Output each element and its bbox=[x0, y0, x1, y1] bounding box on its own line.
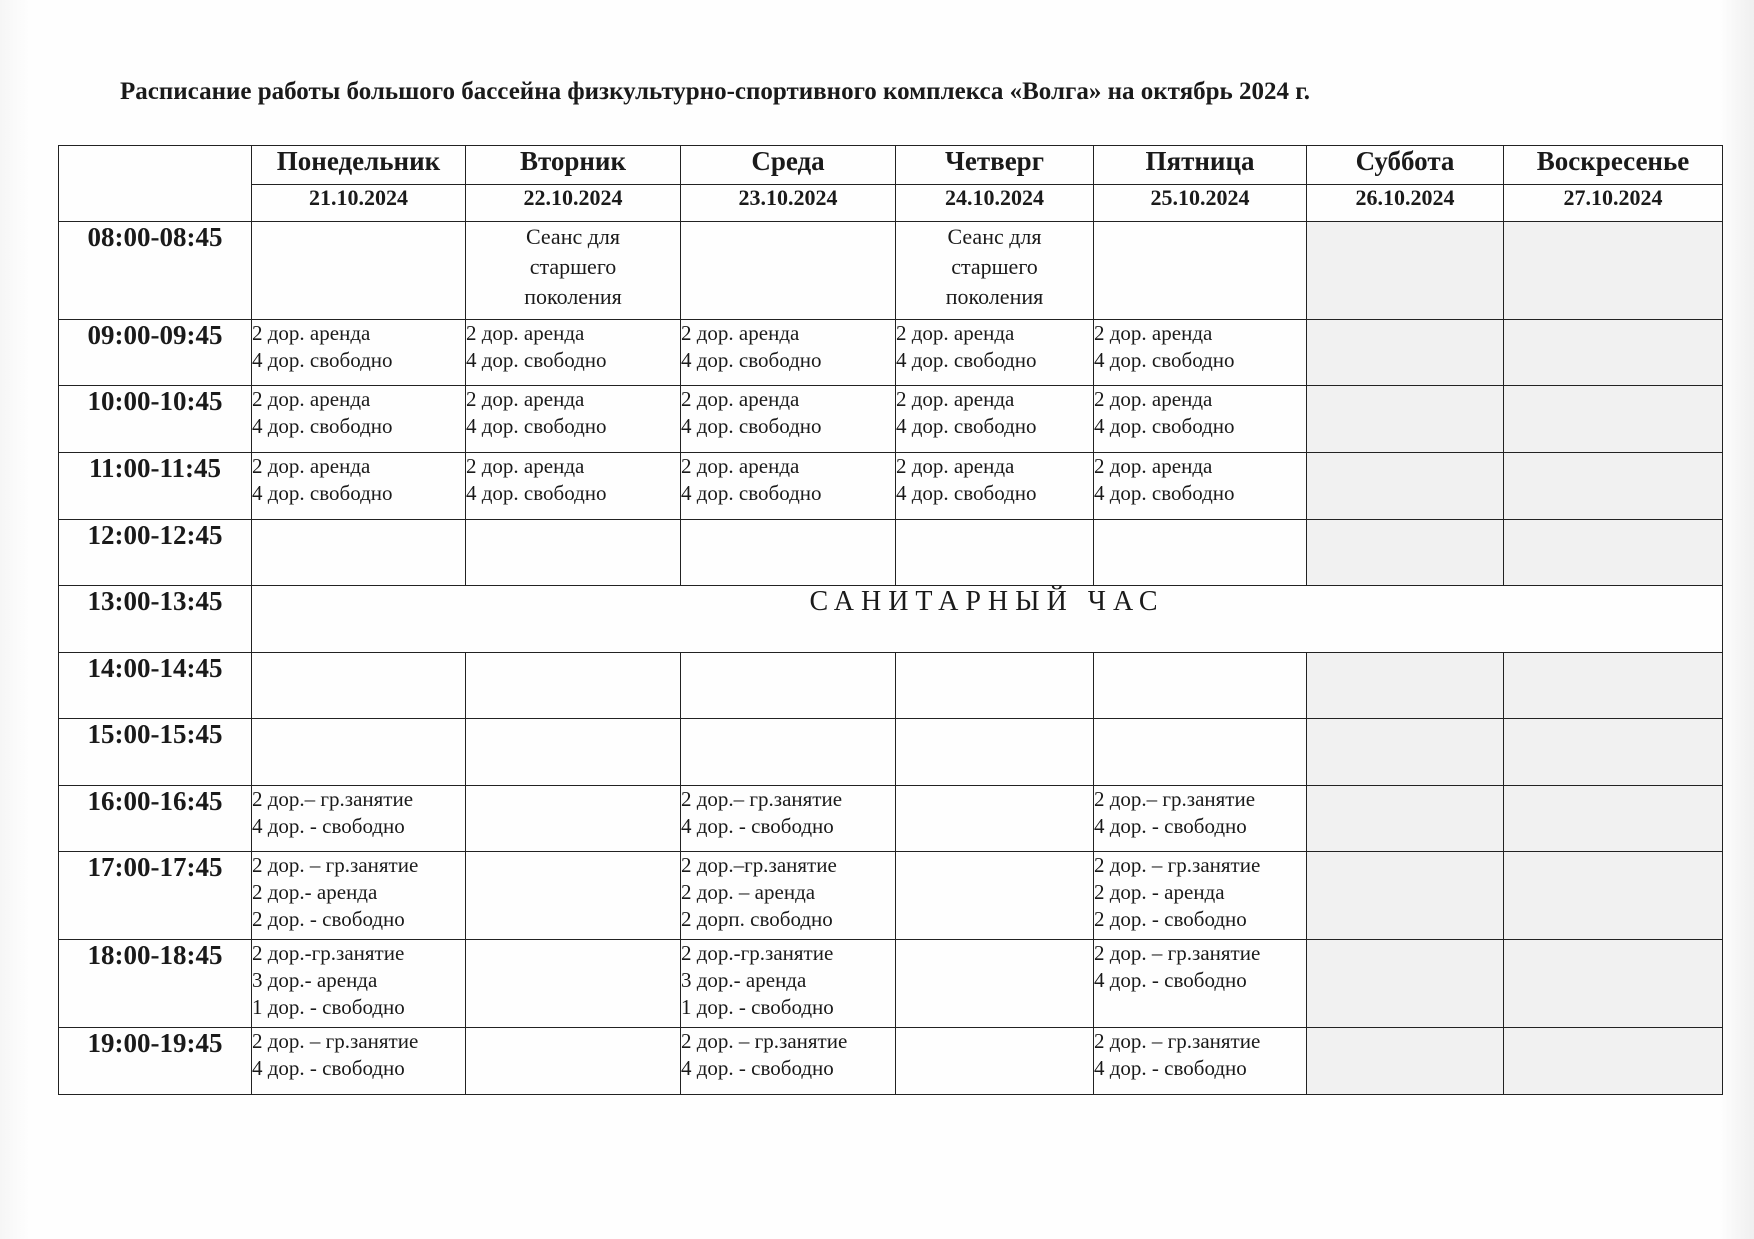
empty-schedule-cell bbox=[1307, 222, 1504, 320]
empty-schedule-cell bbox=[1094, 222, 1307, 320]
cell-line: 2 дор.– гр.занятие bbox=[681, 786, 843, 811]
empty-schedule-cell bbox=[1504, 452, 1723, 519]
schedule-cell bbox=[681, 452, 896, 519]
empty-schedule-cell bbox=[1094, 719, 1307, 786]
cell-line: поколения bbox=[524, 284, 622, 310]
schedule-row bbox=[59, 319, 1723, 386]
schedule-row bbox=[59, 1028, 1723, 1095]
header-row-dates bbox=[59, 184, 1723, 222]
time-slot-label: 10:00-10:45 bbox=[59, 386, 252, 453]
cell-line: Сеанс для bbox=[947, 224, 1042, 250]
cell-line: 2 дор.-гр.занятие bbox=[681, 941, 834, 966]
cell-line: 2 дор. аренда bbox=[466, 387, 585, 412]
cell-line: 2 дор.- аренда bbox=[252, 880, 378, 905]
cell-line: 2 дор. аренда bbox=[1094, 453, 1213, 478]
cell-line: 4 дор. свободно bbox=[681, 414, 822, 439]
schedule-row bbox=[59, 452, 1723, 519]
time-slot-label: 13:00-13:45 bbox=[59, 586, 252, 653]
cell-line: 1 дор. - свободно bbox=[252, 995, 405, 1020]
cell-line: 4 дор. свободно bbox=[252, 414, 393, 439]
cell-line: 4 дор. - свободно bbox=[252, 813, 405, 838]
cell-line: 2 дор.–гр.занятие bbox=[681, 853, 837, 878]
empty-schedule-cell bbox=[1307, 319, 1504, 386]
day-name-header: Понедельник bbox=[252, 146, 466, 185]
cell-line: 2 дор. аренда bbox=[466, 320, 585, 345]
cell-line: 1 дор. - свободно bbox=[681, 995, 834, 1020]
empty-schedule-cell bbox=[1307, 785, 1504, 852]
time-slot-label: 18:00-18:45 bbox=[59, 940, 252, 1028]
cell-line: 4 дор. - свободно bbox=[681, 1056, 834, 1081]
schedule-cell bbox=[466, 222, 681, 320]
day-date-header: 24.10.2024 bbox=[896, 184, 1094, 222]
schedule-cell bbox=[681, 386, 896, 453]
empty-schedule-cell bbox=[681, 222, 896, 320]
empty-schedule-cell bbox=[1504, 852, 1723, 940]
cell-line: 2 дор. – аренда bbox=[681, 880, 816, 905]
schedule-cell bbox=[896, 452, 1094, 519]
empty-schedule-cell bbox=[1307, 452, 1504, 519]
cell-line: 4 дор. - свободно bbox=[681, 813, 834, 838]
empty-schedule-cell bbox=[681, 652, 896, 719]
empty-schedule-cell bbox=[466, 519, 681, 586]
cell-line: 2 дор. аренда bbox=[252, 320, 371, 345]
empty-schedule-cell bbox=[252, 652, 466, 719]
empty-schedule-cell bbox=[1307, 940, 1504, 1028]
schedule-cell bbox=[466, 452, 681, 519]
cell-line: 4 дор. свободно bbox=[681, 347, 822, 372]
cell-line: 2 дор. – гр.занятие bbox=[1094, 1029, 1261, 1054]
empty-schedule-cell bbox=[896, 1028, 1094, 1095]
schedule-cell bbox=[896, 319, 1094, 386]
empty-schedule-cell bbox=[466, 719, 681, 786]
empty-schedule-cell bbox=[252, 519, 466, 586]
day-date-header: 22.10.2024 bbox=[466, 184, 681, 222]
cell-line: 2 дор. – гр.занятие bbox=[252, 853, 419, 878]
document-title: Расписание работы большого бассейна физкультурно-спортивного комплекса «Волга» на октябрь 2024 г. bbox=[120, 78, 1311, 105]
empty-schedule-cell bbox=[1307, 519, 1504, 586]
sanitary-hour-cell: САНИТАРНЫЙ ЧАС bbox=[252, 586, 1723, 653]
schedule-cell bbox=[252, 940, 466, 1028]
cell-line: 4 дор. свободно bbox=[896, 480, 1037, 505]
empty-schedule-cell bbox=[1504, 652, 1723, 719]
schedule-cell bbox=[252, 1028, 466, 1095]
empty-schedule-cell bbox=[1504, 386, 1723, 453]
cell-line: 2 дор. – гр.занятие bbox=[1094, 941, 1261, 966]
cell-line: 4 дор. свободно bbox=[252, 347, 393, 372]
cell-line: 2 дор. аренда bbox=[896, 387, 1015, 412]
schedule-row bbox=[59, 586, 1723, 653]
empty-schedule-cell bbox=[1307, 652, 1504, 719]
schedule-row bbox=[59, 519, 1723, 586]
cell-line: 2 дор. аренда bbox=[681, 387, 800, 412]
empty-schedule-cell bbox=[466, 1028, 681, 1095]
day-date-header: 23.10.2024 bbox=[681, 184, 896, 222]
empty-schedule-cell bbox=[896, 719, 1094, 786]
schedule-cell bbox=[1094, 452, 1307, 519]
cell-line: 2 дор. аренда bbox=[681, 453, 800, 478]
day-name-header: Суббота bbox=[1307, 146, 1504, 185]
empty-schedule-cell bbox=[1504, 1028, 1723, 1095]
schedule-cell bbox=[1094, 1028, 1307, 1095]
cell-line: 2 дор. аренда bbox=[896, 453, 1015, 478]
schedule-cell bbox=[466, 319, 681, 386]
cell-line: 4 дор. свободно bbox=[466, 414, 607, 439]
empty-schedule-cell bbox=[466, 940, 681, 1028]
empty-schedule-cell bbox=[1094, 519, 1307, 586]
schedule-cell bbox=[466, 386, 681, 453]
cell-line: Сеанс для bbox=[525, 224, 621, 250]
cell-line: 2 дор. аренда bbox=[1094, 320, 1213, 345]
schedule-cell bbox=[681, 852, 896, 940]
empty-schedule-cell bbox=[252, 222, 466, 320]
empty-schedule-cell bbox=[896, 652, 1094, 719]
cell-line: 3 дор.- аренда bbox=[681, 968, 807, 993]
schedule-cell bbox=[681, 1028, 896, 1095]
empty-schedule-cell bbox=[466, 852, 681, 940]
cell-line: 2 дор. аренда bbox=[252, 453, 371, 478]
time-slot-label: 17:00-17:45 bbox=[59, 852, 252, 940]
empty-schedule-cell bbox=[1504, 719, 1723, 786]
schedule-cell bbox=[1094, 852, 1307, 940]
cell-line: 4 дор. - свободно bbox=[1094, 813, 1247, 838]
cell-line: 2 дор. аренда bbox=[466, 453, 585, 478]
corner-cell bbox=[59, 146, 252, 222]
cell-line: 2 дорп. свободно bbox=[681, 907, 833, 932]
day-date-header: 25.10.2024 bbox=[1094, 184, 1307, 222]
time-slot-label: 16:00-16:45 bbox=[59, 785, 252, 852]
cell-line: 3 дор.- аренда bbox=[252, 968, 378, 993]
empty-schedule-cell bbox=[896, 519, 1094, 586]
schedule-cell bbox=[252, 852, 466, 940]
day-name-header: Вторник bbox=[466, 146, 681, 185]
cell-line: 2 дор. - аренда bbox=[1094, 880, 1225, 905]
schedule-cell bbox=[1094, 386, 1307, 453]
cell-line: старшего bbox=[529, 254, 617, 280]
schedule-cell bbox=[681, 940, 896, 1028]
empty-schedule-cell bbox=[896, 940, 1094, 1028]
cell-line: 4 дор. - свободно bbox=[252, 1056, 405, 1081]
empty-schedule-cell bbox=[466, 652, 681, 719]
schedule-cell bbox=[1094, 319, 1307, 386]
time-slot-label: 14:00-14:45 bbox=[59, 652, 252, 719]
cell-line: 2 дор. аренда bbox=[1094, 387, 1213, 412]
schedule-cell bbox=[252, 386, 466, 453]
cell-line: 4 дор. - свободно bbox=[1094, 1056, 1247, 1081]
schedule-row bbox=[59, 386, 1723, 453]
empty-schedule-cell bbox=[1504, 785, 1723, 852]
empty-schedule-cell bbox=[1504, 519, 1723, 586]
day-name-header: Четверг bbox=[896, 146, 1094, 185]
schedule-cell bbox=[681, 319, 896, 386]
day-name-header: Среда bbox=[681, 146, 896, 185]
empty-schedule-cell bbox=[466, 785, 681, 852]
cell-line: 4 дор. свободно bbox=[1094, 347, 1235, 372]
cell-line: 2 дор. - свободно bbox=[1094, 907, 1247, 932]
schedule-cell bbox=[681, 785, 896, 852]
empty-schedule-cell bbox=[1504, 940, 1723, 1028]
day-name-header: Пятница bbox=[1094, 146, 1307, 185]
cell-line: 2 дор. – гр.занятие bbox=[252, 1029, 419, 1054]
time-slot-label: 08:00-08:45 bbox=[59, 222, 252, 320]
schedule-cell bbox=[252, 785, 466, 852]
empty-schedule-cell bbox=[1094, 652, 1307, 719]
time-slot-label: 12:00-12:45 bbox=[59, 519, 252, 586]
schedule-row bbox=[59, 852, 1723, 940]
time-slot-label: 15:00-15:45 bbox=[59, 719, 252, 786]
schedule-row bbox=[59, 719, 1723, 786]
cell-line: 2 дор. – гр.занятие bbox=[681, 1029, 848, 1054]
schedule-table bbox=[58, 145, 1723, 1095]
schedule-row bbox=[59, 785, 1723, 852]
empty-schedule-cell bbox=[1307, 1028, 1504, 1095]
time-slot-label: 11:00-11:45 bbox=[59, 452, 252, 519]
time-slot-label: 19:00-19:45 bbox=[59, 1028, 252, 1095]
cell-line: 4 дор. свободно bbox=[896, 347, 1037, 372]
empty-schedule-cell bbox=[1504, 319, 1723, 386]
day-date-header: 26.10.2024 bbox=[1307, 184, 1504, 222]
schedule-cell bbox=[252, 319, 466, 386]
empty-schedule-cell bbox=[1504, 222, 1723, 320]
empty-schedule-cell bbox=[1307, 386, 1504, 453]
cell-line: 2 дор.– гр.занятие bbox=[252, 786, 414, 811]
cell-line: поколения bbox=[945, 284, 1044, 310]
cell-line: 4 дор. свободно bbox=[252, 480, 393, 505]
schedule-cell bbox=[1094, 785, 1307, 852]
schedule-row bbox=[59, 652, 1723, 719]
time-slot-label: 09:00-09:45 bbox=[59, 319, 252, 386]
cell-line: 2 дор. аренда bbox=[252, 387, 371, 412]
schedule-cell bbox=[896, 386, 1094, 453]
empty-schedule-cell bbox=[896, 785, 1094, 852]
schedule-cell bbox=[252, 452, 466, 519]
cell-line: 4 дор. свободно bbox=[1094, 414, 1235, 439]
schedule-row bbox=[59, 940, 1723, 1028]
schedule-cell bbox=[1094, 940, 1307, 1028]
day-name-header: Воскресенье bbox=[1504, 146, 1723, 185]
cell-line: 4 дор. свободно bbox=[1094, 480, 1235, 505]
cell-line: 2 дор.– гр.занятие bbox=[1094, 786, 1256, 811]
cell-line: 4 дор. - свободно bbox=[1094, 968, 1247, 993]
day-date-header: 21.10.2024 bbox=[252, 184, 466, 222]
empty-schedule-cell bbox=[252, 719, 466, 786]
empty-schedule-cell bbox=[681, 719, 896, 786]
empty-schedule-cell bbox=[896, 852, 1094, 940]
cell-line: 4 дор. свободно bbox=[466, 480, 607, 505]
cell-line: 2 дор. аренда bbox=[681, 320, 800, 345]
cell-line: старшего bbox=[951, 254, 1038, 280]
cell-line: 2 дор. аренда bbox=[896, 320, 1015, 345]
cell-line: 2 дор.-гр.занятие bbox=[252, 941, 405, 966]
empty-schedule-cell bbox=[1307, 719, 1504, 786]
cell-line: 4 дор. свободно bbox=[681, 480, 822, 505]
day-date-header: 27.10.2024 bbox=[1504, 184, 1723, 222]
schedule-cell bbox=[896, 222, 1094, 320]
cell-line: 2 дор. – гр.занятие bbox=[1094, 853, 1261, 878]
empty-schedule-cell bbox=[681, 519, 896, 586]
header-row-days bbox=[59, 146, 1723, 185]
cell-line: 4 дор. свободно bbox=[896, 414, 1037, 439]
schedule-row bbox=[59, 222, 1723, 320]
empty-schedule-cell bbox=[1307, 852, 1504, 940]
cell-line: 2 дор. - свободно bbox=[252, 907, 405, 932]
cell-line: 4 дор. свободно bbox=[466, 347, 607, 372]
